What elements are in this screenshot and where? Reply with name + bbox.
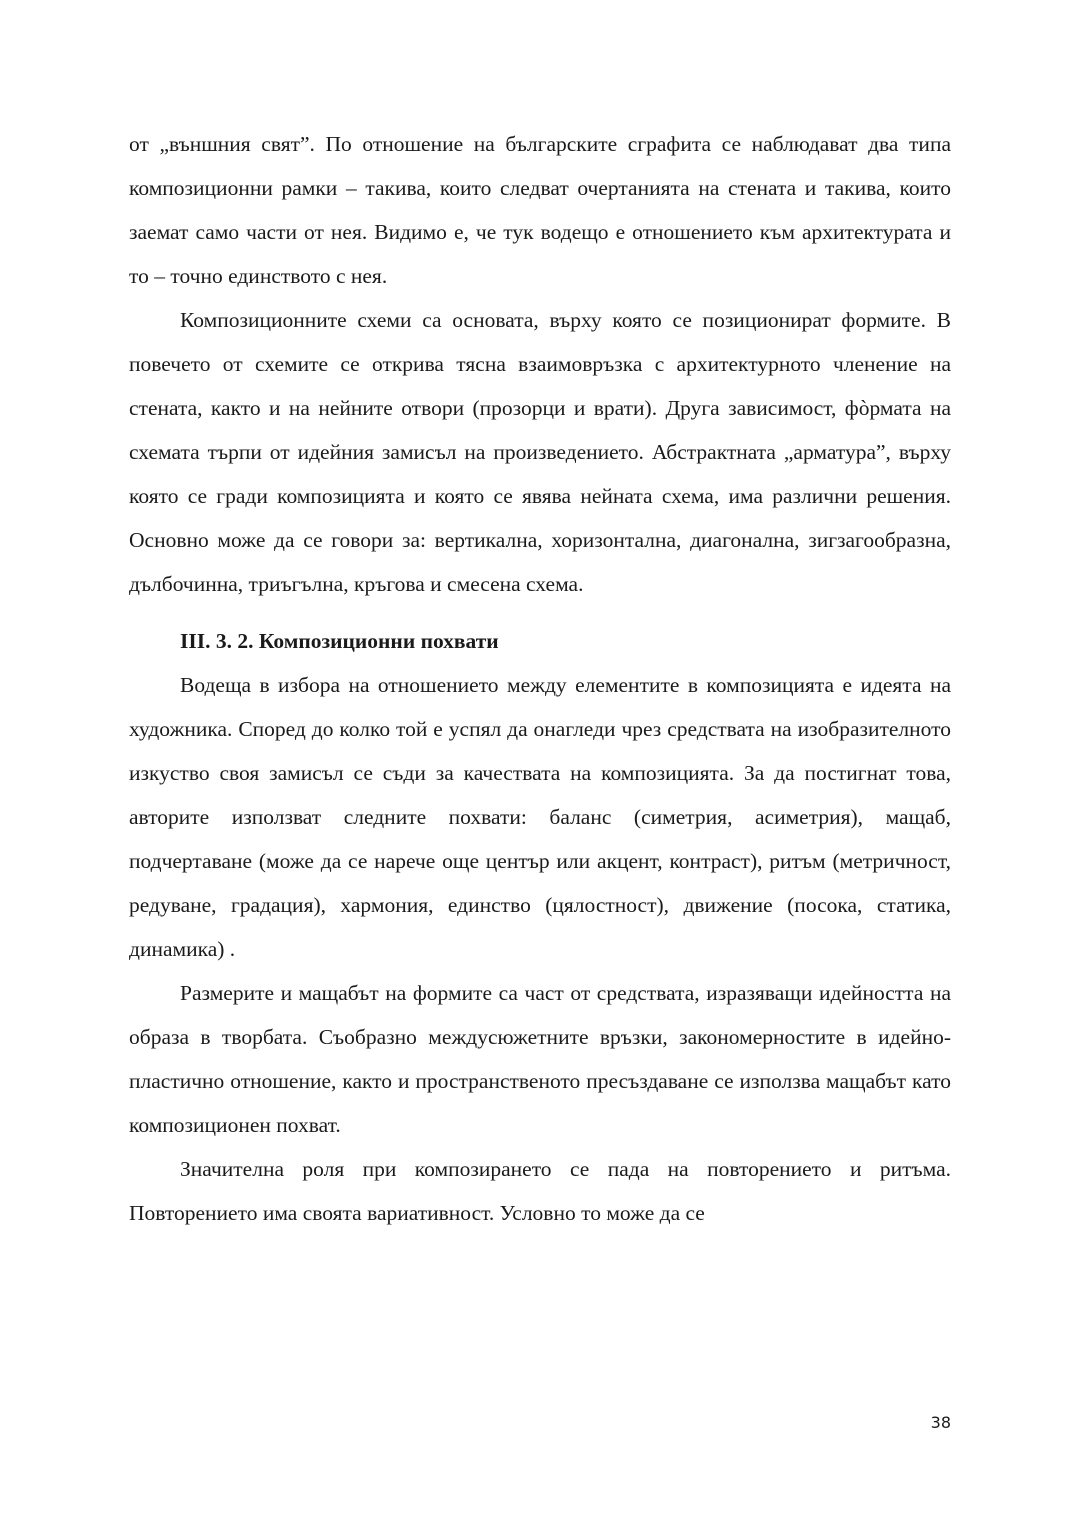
paragraph-scale: Размерите и мащабът на формите са част от средствата, изразяващи идейността на образа в творбата. Съобразно междусюжетните връзки, закономерностите в идейно-пластично отношение, както и пространственото пресъздаване се използва мащабът като композиционен похват.: [129, 981, 951, 1137]
paragraph-composition-schemes: Композиционните схеми са основата, върху която се позиционират формите. В повечето от схемите се открива тясна взаимовръзка с архитектурното членение на стената, както и на нейните отвори (прозорци и врати). Друга зависимост, фòрмата на схемата търпи от идейния замисъл на произведението. Абстрактната „арматура”, върху която се гради композицията и която се явява нейната схема, има различни решения. Основно може да се говори за: вертикална, хоризонтална, диагонална, зигзагообразна, дълбочинна, триъгълна, кръгова и смесена схема.: [129, 308, 951, 596]
paragraph-continuation: от „външния свят”. По отношение на българските сграфита се наблюдават два типа композиционни рамки – такива, които следват очертанията на стената и такива, които заемат само части от нея. Видимо е, че тук водещо е отношението към архитектурата и то – точно единството с нея.: [129, 132, 951, 288]
paragraph-rhythm: Значителна роля при композирането се пада на повторението и ритъма. Повторението има своята вариативност. Условно то може да се: [129, 1157, 951, 1225]
page-body: [129, 122, 951, 1235]
paragraph-composition-techniques: Водеща в избора на отношението между елементите в композицията е идеята на художника. Според до колко той е успял да онагледи чрез средствата на изобразителното изкуство своя замисъл се съди за качествата на композицията. За да постигнат това, авторите използват следните похвати: баланс (симетрия, асиметрия), мащаб, подчертаване (може да се нарече още център или акцент, контраст), ритъм (метричност, редуване, градация), хармония, единство (цялостност), движение (посока, статика, динамика) .: [129, 673, 951, 961]
section-heading: III. 3. 2. Композиционни похвати: [180, 629, 499, 653]
page-number: 38: [930, 1413, 951, 1432]
